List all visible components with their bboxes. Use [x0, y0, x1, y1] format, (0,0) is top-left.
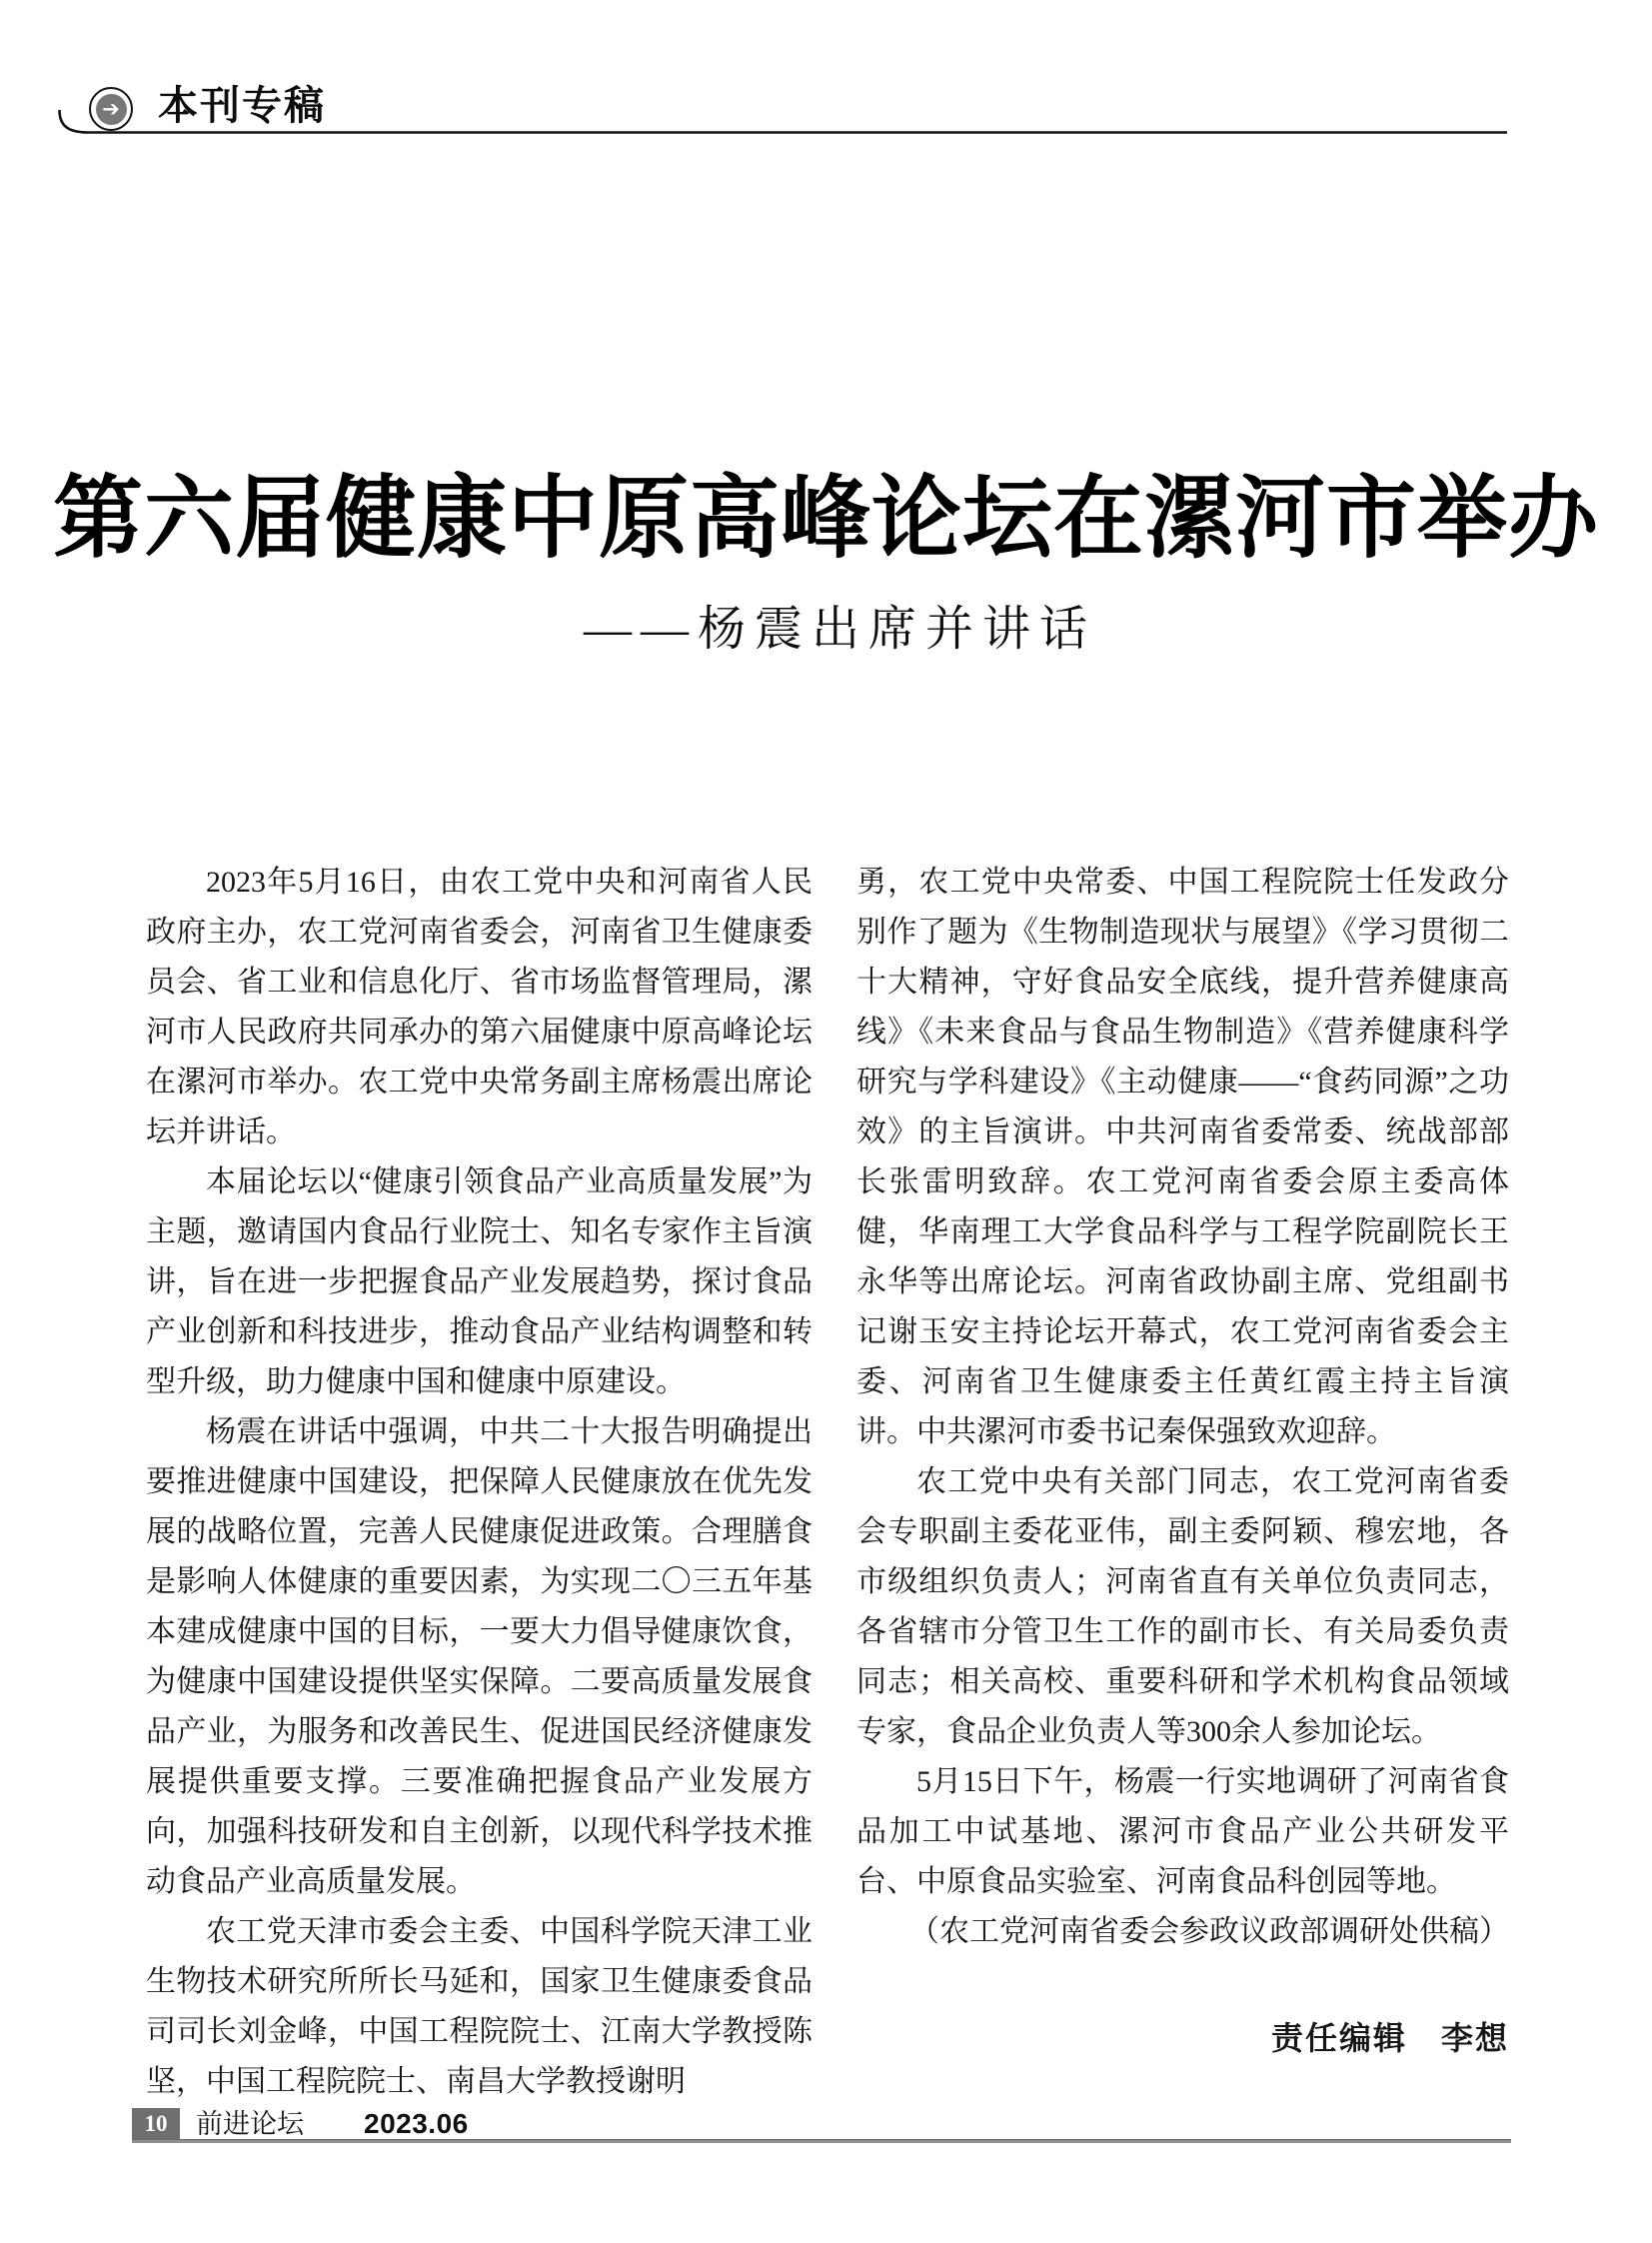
left-column	[146, 858, 813, 2107]
paragraph-3: 杨震在讲话中强调，中共二十大报告明确提出要推进健康中国建设，把保障人民健康放在优先发展的战略位置，完善人民健康促进政策。合理膳食是影响人体健康的重要因素，为实现二〇三五年基本建成健康中国的目标，一要大力倡导健康饮食，为健康中国建设提供坚实保障。二要高质量发展食品产业，为服务和改善民生、促进国民经济健康发展提供重要支撑。三要准确把握食品产业发展方向，加强科技研发和自主创新，以现代科学技术推动食品产业高质量发展。	[146, 1415, 813, 1898]
footer-rule	[132, 2139, 1511, 2143]
article-subtitle: ——杨震出席并讲话	[583, 603, 1096, 656]
attribution-line: （农工党河南省委会参政议政部调研处供稿）	[909, 1915, 1509, 1948]
article-title: 第六届健康中原高峰论坛在漯河市举办	[53, 469, 1599, 569]
paragraph-6: 5月15日下午，杨震一行实地调研了河南省食品加工中试基地、漯河市食品产业公共研发平台、中原食品实验室、河南食品科创园等地。	[856, 1765, 1509, 1898]
arrow-circle-icon	[89, 87, 133, 131]
page-number-badge	[132, 2108, 180, 2140]
paragraph-1: 2023年5月16日，由农工党中央和河南省人民政府主办，农工党河南省委会，河南省卫生健康委员会、省工业和信息化厅、省市场监督管理局，漯河市人民政府共同承办的第六届健康中原高峰论坛在漯河市举办。农工党中央常务副主席杨震出席论坛并讲话。	[146, 866, 813, 1148]
right-arrow-icon: ➔	[96, 94, 127, 125]
issue-number: 2023.06	[364, 2108, 469, 2139]
journal-name: 前进论坛	[196, 2109, 304, 2139]
paragraph-2: 本届论坛以“健康引领食品产业高质量发展”为主题，邀请国内食品行业院士、知名专家作主旨演讲，旨在进一步把握食品产业发展趋势，探讨食品产业创新和科技进步，推动食品产业结构调整和转型升级，助力健康中国和健康中原建设。	[146, 1165, 813, 1398]
right-column	[856, 858, 1509, 2063]
section-tag: 本刊专稿	[158, 84, 326, 128]
paragraph-4: 农工党天津市委会主委、中国科学院天津工业生物技术研究所所长马延和，国家卫生健康委食品司司长刘金峰，中国工程院院士、江南大学教授陈坚，中国工程院院士、南昌大学教授谢明	[146, 1915, 813, 2098]
paragraph-5: 农工党中央有关部门同志，农工党河南省委会专职副主委花亚伟，副主委阿颖、穆宏地，各市级组织负责人；河南省直有关单位负责同志，各省辖市分管卫生工作的副市长、有关局委负责同志；相关高校、重要科研和学术机构食品领域专家，食品企业负责人等300余人参加论坛。	[856, 1465, 1509, 1748]
paragraph-4-continued: 勇，农工党中央常委、中国工程院院士任发政分别作了题为《生物制造现状与展望》《学习贯彻二十大精神，守好食品安全底线，提升营养健康高线》《未来食品与食品生物制造》《营养健康科学研究与学科建设》《主动健康——“食药同源”之功效》的主旨演讲。中共河南省委常委、统战部部长张雷明致辞。农工党河南省委会原主委高体健，华南理工大学食品科学与工程学院副院长王永华等出席论坛。河南省政协副主席、党组副书记谢玉安主持论坛开幕式，农工党河南省委会主委、河南省卫生健康委主任黄红霞主持主旨演讲。中共漯河市委书记秦保强致欢迎辞。	[856, 866, 1509, 1448]
editor-credit: 责任编辑 李想	[1270, 2020, 1509, 2056]
page-number: 10	[144, 2111, 168, 2136]
